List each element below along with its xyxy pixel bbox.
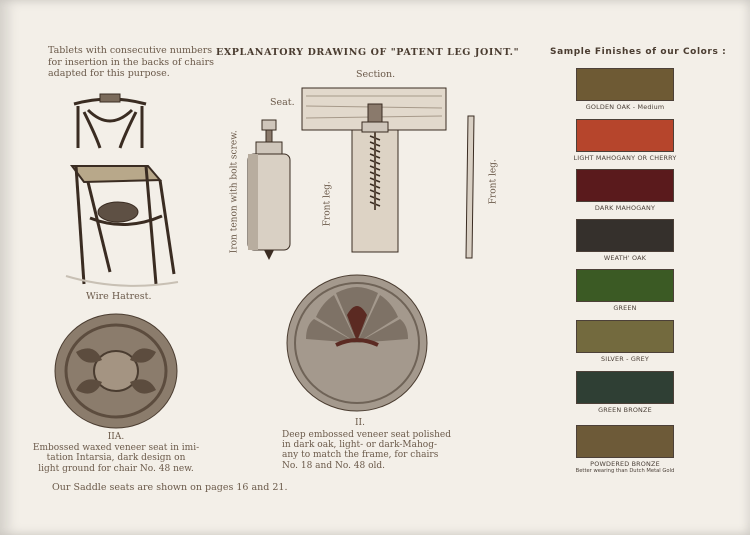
finish-dark-mahogany bbox=[566, 169, 684, 212]
tablets-note-line-3: adapted for this purpose. bbox=[48, 68, 170, 79]
swatch-label-weathered-oak: WEATH' OAK bbox=[603, 254, 647, 262]
seat-iia-image bbox=[54, 312, 178, 430]
swatch-label-powdered-bronze: POWDERED BRONZE bbox=[590, 460, 660, 468]
seat-iia-number: IIA. bbox=[107, 432, 125, 442]
seat-ii-caption bbox=[282, 430, 472, 471]
seat-ii-line-1: Deep embossed veneer seat polished bbox=[282, 430, 451, 440]
section-label: Section. bbox=[356, 69, 396, 80]
tablets-note-line-2: for insertion in the backs of chairs bbox=[48, 56, 214, 68]
swatch-dark-mahogany bbox=[576, 169, 674, 202]
finish-green bbox=[566, 269, 684, 312]
iron-tenon-label: Iron tenon with bolt screw. bbox=[229, 130, 240, 254]
finish-light-mahogany bbox=[566, 119, 684, 162]
chair-illustration bbox=[60, 88, 180, 288]
front-leg-label-2: Front leg. bbox=[488, 159, 499, 205]
seat-ii-line-2: in dark oak, light- or dark-Mahog- bbox=[282, 440, 438, 451]
swatch-silver-grey bbox=[576, 320, 674, 353]
finish-green-bronze bbox=[566, 371, 684, 414]
swatch-powdered-bronze bbox=[576, 425, 674, 458]
page-title: EXPLANATORY DRAWING OF "PATENT LEG JOINT." bbox=[216, 47, 520, 58]
front-leg-drawing bbox=[460, 114, 480, 260]
swatch-green-bronze bbox=[576, 371, 674, 404]
finish-powdered-bronze bbox=[566, 425, 684, 474]
seat-ii-image bbox=[286, 273, 428, 413]
swatch-light-mahogany bbox=[576, 119, 674, 152]
seat-iia-caption bbox=[26, 432, 206, 474]
swatch-label-green: GREEN bbox=[613, 304, 637, 312]
finish-weathered-oak bbox=[566, 219, 684, 262]
iron-tenon-drawing bbox=[242, 120, 298, 260]
tablets-note-line-1: Tablets with consecutive numbers bbox=[48, 45, 213, 56]
finishes-title: Sample Finishes of our Colors : bbox=[550, 47, 727, 57]
swatch-green bbox=[576, 269, 674, 302]
swatch-label-golden-oak: GOLDEN OAK - Medium bbox=[585, 103, 665, 111]
powdered-bronze-note: Better wearing than Dutch Metal Gold bbox=[575, 468, 675, 474]
seat-label: Seat. bbox=[270, 97, 295, 108]
seat-ii-number: II. bbox=[355, 418, 365, 428]
swatch-weathered-oak bbox=[576, 219, 674, 252]
tablets-note bbox=[48, 45, 238, 80]
seat-ii-line-3: any to match the frame, for chairs bbox=[282, 450, 439, 461]
finish-silver-grey bbox=[566, 320, 684, 363]
front-leg-label-1: Front leg. bbox=[322, 181, 333, 227]
seat-iia-line-1: Embossed waxed veneer seat in imi- bbox=[32, 442, 200, 453]
footer-note: Our Saddle seats are shown on pages 16 and 21. bbox=[52, 482, 288, 493]
swatch-golden-oak bbox=[576, 68, 674, 101]
seat-iia-line-3: light ground for chair No. 48 new. bbox=[38, 463, 194, 474]
finish-golden-oak bbox=[566, 68, 684, 111]
seat-ii-line-4: No. 18 and No. 48 old. bbox=[282, 460, 386, 471]
swatch-label-green-bronze: GREEN BRONZE bbox=[598, 406, 652, 414]
swatch-label-silver-grey: SILVER - GREY bbox=[601, 355, 649, 363]
seat-iia-line-2: tation Intarsia, dark design on bbox=[46, 453, 186, 463]
swatch-label-light-mahogany: LIGHT MAHOGANY OR CHERRY bbox=[573, 154, 677, 162]
wire-hatrest-caption: Wire Hatrest. bbox=[86, 291, 152, 302]
swatch-label-dark-mahogany: DARK MAHOGANY bbox=[594, 204, 656, 212]
